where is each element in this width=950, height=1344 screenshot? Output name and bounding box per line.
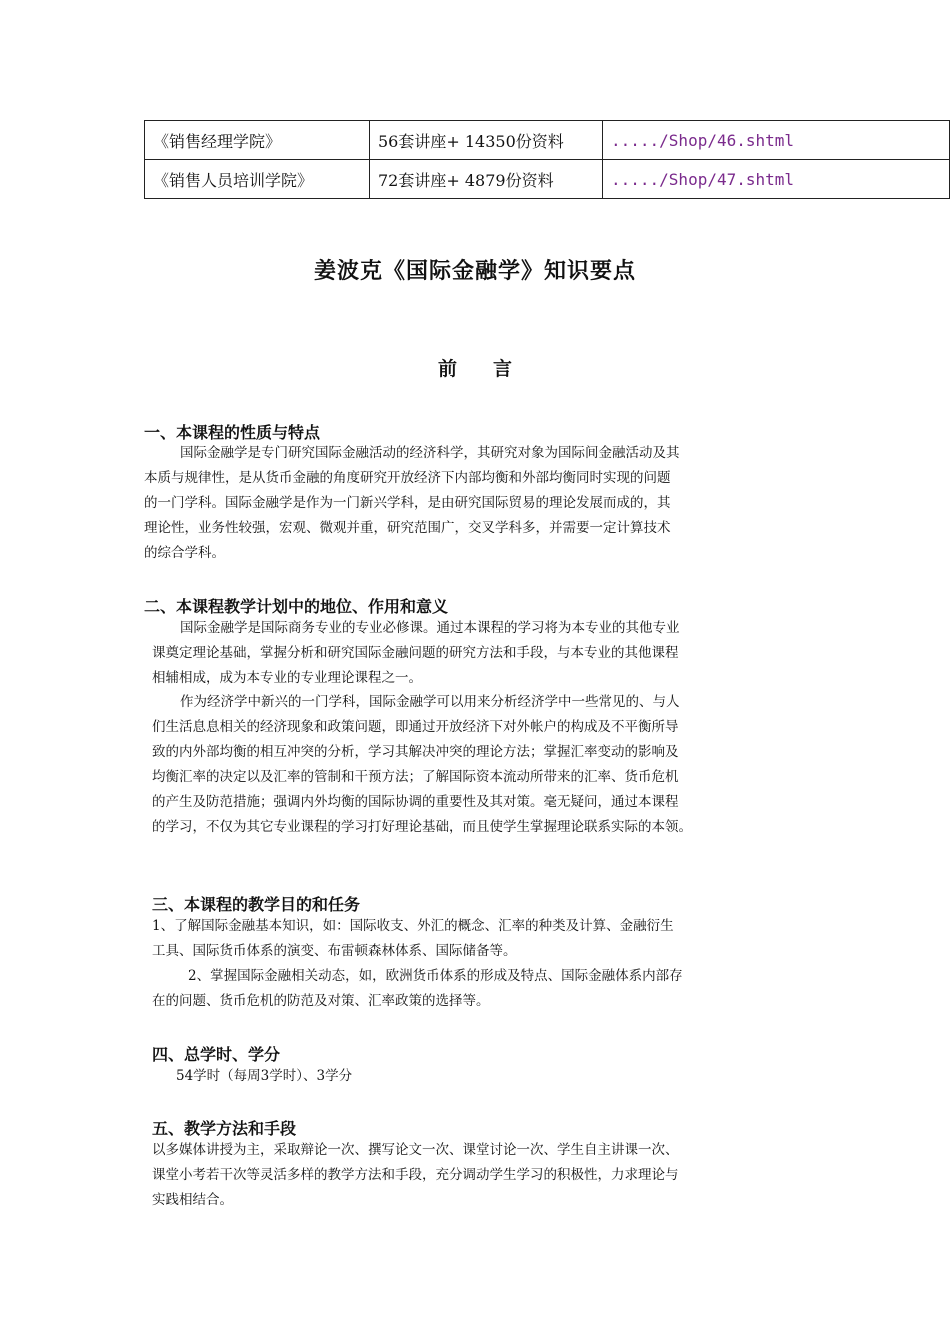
paragraph-line: 致的内外部均衡的相互冲突的分析，学习其解决冲突的理论方法；掌握汇率变动的影响及 — [152, 744, 679, 760]
paragraph-line: 的一门学科。国际金融学是作为一门新兴学科，是由研究国际贸易的理论发展而成的，其 — [144, 495, 671, 511]
paragraph-line: 54学时（每周3学时）、3学分 — [176, 1068, 353, 1084]
paragraph-line: 的产生及防范措施；强调内外均衡的国际协调的重要性及其对策。毫无疑问，通过本课程 — [152, 794, 679, 810]
paragraph-line: 工具、国际货币体系的演变、布雷顿森林体系、国际储备等。 — [152, 943, 517, 959]
paragraph-line: 本质与规律性，是从货币金融的角度研究开放经济下内部均衡和外部均衡同时实现的问题 — [144, 470, 671, 486]
table-row — [145, 121, 950, 160]
section-heading: 二、本课程教学计划中的地位、作用和意义 — [144, 597, 449, 616]
paragraph-line: 的学习，不仅为其它专业课程的学习打好理论基础，而且使学生掌握理论联系实际的本领。 — [152, 819, 692, 835]
section-heading: 一、本课程的性质与特点 — [144, 423, 321, 442]
preface-char: 言 — [493, 358, 513, 380]
table-row — [145, 160, 950, 199]
paragraph-line: 课奠定理论基础，掌握分析和研究国际金融问题的研究方法和手段，与本专业的其他课程 — [152, 645, 679, 661]
course-desc-cell: 72套讲座+ 4879份资料 — [370, 160, 603, 199]
paragraph-line: 实践相结合。 — [152, 1192, 233, 1208]
paragraph-line: 国际金融学是国际商务专业的专业必修课。通过本课程的学习将为本专业的其他专业 — [180, 620, 680, 636]
paragraph-line: 以多媒体讲授为主，采取辩论一次、撰写论文一次、课堂讨论一次、学生自主讲课一次、 — [152, 1142, 679, 1158]
preface-heading — [0, 354, 950, 381]
section-heading: 四、总学时、学分 — [152, 1045, 281, 1064]
course-url-link[interactable]: ...../Shop/46.shtml — [603, 121, 950, 160]
section-heading: 五、教学方法和手段 — [152, 1119, 297, 1138]
course-desc-cell: 56套讲座+ 14350份资料 — [370, 121, 603, 160]
paragraph-line: 国际金融学是专门研究国际金融活动的经济科学，其研究对象为国际间金融活动及其 — [180, 445, 680, 461]
paragraph-line: 在的问题、货币危机的防范及对策、汇率政策的选择等。 — [152, 993, 490, 1009]
paragraph-line: 相辅相成，成为本专业的专业理论课程之一。 — [152, 670, 422, 686]
course-links-table — [144, 120, 950, 199]
course-url-link[interactable]: ...../Shop/47.shtml — [603, 160, 950, 199]
paragraph-line: 理论性，业务性较强，宏观、微观并重，研究范围广，交叉学科多，并需要一定计算技术 — [144, 520, 671, 536]
paragraph-line: 均衡汇率的决定以及汇率的管制和干预方法；了解国际资本流动所带来的汇率、货币危机 — [152, 769, 679, 785]
paragraph-line: 1、了解国际金融基本知识，如：国际收支、外汇的概念、汇率的种类及计算、金融衍生 — [152, 918, 674, 934]
paragraph-line: 的综合学科。 — [144, 545, 225, 561]
paragraph-line: 2、掌握国际金融相关动态，如，欧洲货币体系的形成及特点、国际金融体系内部存 — [188, 968, 683, 984]
course-name-cell: 《销售人员培训学院》 — [145, 160, 370, 199]
section-heading: 三、本课程的教学目的和任务 — [152, 895, 361, 914]
document-title: 姜波克《国际金融学》知识要点 — [313, 258, 636, 284]
course-name-cell: 《销售经理学院》 — [145, 121, 370, 160]
paragraph-line: 们生活息息相关的经济现象和政策问题，即通过开放经济下对外帐户的构成及不平衡所导 — [152, 719, 679, 735]
preface-char: 前 — [437, 358, 457, 380]
paragraph-line: 课堂小考若干次等灵活多样的教学方法和手段，充分调动学生学习的积极性，力求理论与 — [152, 1167, 679, 1183]
paragraph-line: 作为经济学中新兴的一门学科，国际金融学可以用来分析经济学中一些常见的、与人 — [180, 694, 680, 710]
